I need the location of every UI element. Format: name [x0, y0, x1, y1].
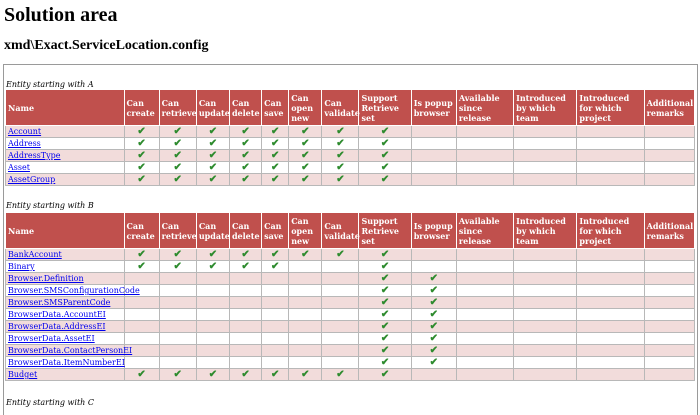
entity-link[interactable]: Browser.SMSConfigurationCode — [8, 286, 140, 295]
empty-cell — [577, 138, 644, 150]
empty-cell — [514, 249, 577, 261]
empty-cell — [577, 285, 644, 297]
check-icon: ✔ — [322, 249, 359, 261]
check-icon: ✔ — [359, 162, 411, 174]
entity-name-cell — [6, 273, 125, 285]
check-icon: ✔ — [196, 138, 229, 150]
column-header: Can create — [124, 90, 159, 126]
empty-cell — [124, 273, 159, 285]
empty-cell — [229, 333, 261, 345]
entity-name-cell — [6, 357, 125, 369]
empty-cell — [456, 162, 513, 174]
column-header: Can open new — [289, 213, 322, 249]
table-row — [6, 261, 695, 273]
entity-name-cell — [6, 150, 125, 162]
check-icon: ✔ — [262, 261, 289, 273]
check-icon: ✔ — [196, 162, 229, 174]
empty-cell — [644, 309, 694, 321]
check-icon: ✔ — [262, 249, 289, 261]
table-row — [6, 285, 695, 297]
empty-cell — [196, 357, 229, 369]
table-header-row — [6, 213, 695, 249]
column-header: Can delete — [229, 213, 261, 249]
check-icon: ✔ — [196, 174, 229, 186]
empty-cell — [577, 174, 644, 186]
empty-cell — [514, 369, 577, 381]
check-icon: ✔ — [289, 249, 322, 261]
column-header: Introduced by which team — [514, 90, 577, 126]
empty-cell — [262, 309, 289, 321]
check-icon: ✔ — [322, 126, 359, 138]
empty-cell — [577, 357, 644, 369]
column-header: Can update — [196, 213, 229, 249]
empty-cell — [289, 273, 322, 285]
check-icon: ✔ — [124, 369, 159, 381]
check-icon: ✔ — [262, 138, 289, 150]
empty-cell — [262, 345, 289, 357]
empty-cell — [456, 261, 513, 273]
check-icon: ✔ — [159, 261, 196, 273]
entity-link[interactable]: AssetGroup — [8, 175, 56, 184]
empty-cell — [456, 357, 513, 369]
column-header: Can save — [262, 213, 289, 249]
entity-name-cell — [6, 369, 125, 381]
entity-link[interactable]: Account — [8, 127, 42, 136]
empty-cell — [322, 333, 359, 345]
empty-cell — [514, 174, 577, 186]
empty-cell — [456, 345, 513, 357]
column-header: Can validate — [322, 90, 359, 126]
empty-cell — [644, 138, 694, 150]
empty-cell — [644, 357, 694, 369]
check-icon: ✔ — [229, 150, 261, 162]
empty-cell — [456, 309, 513, 321]
check-icon: ✔ — [124, 261, 159, 273]
empty-cell — [289, 261, 322, 273]
check-icon: ✔ — [159, 138, 196, 150]
entity-name-cell — [6, 345, 133, 357]
empty-cell — [514, 162, 577, 174]
empty-cell — [577, 273, 644, 285]
empty-cell — [456, 333, 513, 345]
empty-cell — [456, 174, 513, 186]
check-icon: ✔ — [359, 321, 411, 333]
empty-cell — [159, 345, 196, 357]
column-header: Name — [6, 90, 125, 126]
check-icon: ✔ — [359, 126, 411, 138]
empty-cell — [229, 309, 261, 321]
empty-cell — [159, 273, 196, 285]
empty-cell — [644, 261, 694, 273]
empty-cell — [644, 333, 694, 345]
entity-list-frame — [3, 64, 698, 415]
empty-cell — [456, 138, 513, 150]
check-icon: ✔ — [159, 162, 196, 174]
empty-cell — [289, 297, 322, 309]
empty-cell — [411, 138, 456, 150]
table-row — [6, 357, 695, 369]
empty-cell — [411, 369, 456, 381]
check-icon: ✔ — [411, 321, 456, 333]
check-icon: ✔ — [196, 261, 229, 273]
check-icon: ✔ — [196, 249, 229, 261]
check-icon: ✔ — [229, 369, 261, 381]
empty-cell — [577, 249, 644, 261]
entity-name-cell — [6, 249, 125, 261]
table-row — [6, 369, 695, 381]
check-icon: ✔ — [359, 285, 411, 297]
check-icon: ✔ — [196, 369, 229, 381]
empty-cell — [514, 261, 577, 273]
empty-cell — [644, 150, 694, 162]
check-icon: ✔ — [159, 174, 196, 186]
check-icon: ✔ — [289, 126, 322, 138]
column-header: Is popup browser — [411, 213, 456, 249]
empty-cell — [644, 273, 694, 285]
empty-cell — [159, 357, 196, 369]
empty-cell — [514, 150, 577, 162]
entity-link[interactable]: BrowserData.AccountEI — [8, 310, 106, 319]
check-icon: ✔ — [229, 138, 261, 150]
empty-cell — [411, 150, 456, 162]
check-icon: ✔ — [229, 126, 261, 138]
empty-cell — [514, 309, 577, 321]
check-icon: ✔ — [196, 150, 229, 162]
column-header: Additional remarks — [644, 90, 694, 126]
check-icon: ✔ — [262, 126, 289, 138]
entity-table-a — [5, 89, 695, 186]
page-title: Solution area — [4, 4, 118, 26]
check-icon: ✔ — [359, 333, 411, 345]
config-file-heading: xmd\Exact.ServiceLocation.config — [4, 38, 209, 53]
column-header: Can create — [124, 213, 159, 249]
check-icon: ✔ — [359, 150, 411, 162]
table-row — [6, 249, 695, 261]
entity-link[interactable]: BrowserData.AddressEI — [8, 322, 106, 331]
check-icon: ✔ — [359, 138, 411, 150]
empty-cell — [411, 249, 456, 261]
entity-link[interactable]: BrowserData.AssetEI — [8, 334, 95, 343]
empty-cell — [577, 126, 644, 138]
empty-cell — [322, 273, 359, 285]
empty-cell — [322, 321, 359, 333]
empty-cell — [456, 321, 513, 333]
column-header: Introduced for which project — [577, 213, 644, 249]
check-icon: ✔ — [359, 357, 411, 369]
empty-cell — [411, 174, 456, 186]
empty-cell — [577, 309, 644, 321]
empty-cell — [262, 357, 289, 369]
entity-name-cell — [6, 297, 125, 309]
empty-cell — [322, 345, 359, 357]
check-icon: ✔ — [322, 162, 359, 174]
column-header: Can delete — [229, 90, 261, 126]
empty-cell — [229, 273, 261, 285]
empty-cell — [196, 285, 229, 297]
empty-cell — [159, 285, 196, 297]
empty-cell — [644, 126, 694, 138]
empty-cell — [289, 285, 322, 297]
empty-cell — [322, 261, 359, 273]
entity-name-cell — [6, 138, 125, 150]
column-header: Can update — [196, 90, 229, 126]
empty-cell — [514, 333, 577, 345]
entity-link[interactable]: Browser.Definition — [8, 274, 84, 283]
table-row — [6, 309, 695, 321]
entity-name-cell — [6, 174, 125, 186]
empty-cell — [322, 297, 359, 309]
entity-link[interactable]: BrowserData.ContactPersonEI — [8, 346, 133, 355]
check-icon: ✔ — [289, 369, 322, 381]
empty-cell — [322, 357, 359, 369]
check-icon: ✔ — [159, 150, 196, 162]
empty-cell — [514, 285, 577, 297]
section-b-caption: Entity starting with B — [6, 201, 94, 210]
empty-cell — [159, 333, 196, 345]
entity-link[interactable]: Asset — [8, 163, 30, 172]
entity-name-cell — [6, 285, 140, 297]
empty-cell — [124, 309, 159, 321]
check-icon: ✔ — [411, 309, 456, 321]
column-header: Can retrieve — [159, 213, 196, 249]
empty-cell — [644, 285, 694, 297]
check-icon: ✔ — [289, 162, 322, 174]
empty-cell — [262, 285, 289, 297]
empty-cell — [514, 126, 577, 138]
entity-link[interactable]: Binary — [8, 262, 35, 271]
check-icon: ✔ — [359, 345, 411, 357]
table-row — [6, 126, 695, 138]
table-row — [6, 333, 695, 345]
check-icon: ✔ — [411, 333, 456, 345]
empty-cell — [577, 261, 644, 273]
column-header: Is popup browser — [411, 90, 456, 126]
empty-cell — [322, 285, 359, 297]
empty-cell — [644, 345, 694, 357]
empty-cell — [196, 333, 229, 345]
table-row — [6, 138, 695, 150]
empty-cell — [514, 345, 577, 357]
table-row — [6, 150, 695, 162]
empty-cell — [196, 321, 229, 333]
empty-cell — [229, 321, 261, 333]
empty-cell — [159, 309, 196, 321]
column-header: Introduced for which project — [577, 90, 644, 126]
column-header: Additional remarks — [644, 213, 694, 249]
check-icon: ✔ — [159, 126, 196, 138]
empty-cell — [289, 357, 322, 369]
check-icon: ✔ — [322, 174, 359, 186]
check-icon: ✔ — [411, 345, 456, 357]
column-header: Support Retrieve set — [359, 213, 411, 249]
empty-cell — [229, 297, 261, 309]
column-header: Can retrieve — [159, 90, 196, 126]
empty-cell — [644, 162, 694, 174]
table-row — [6, 345, 695, 357]
table-row — [6, 297, 695, 309]
empty-cell — [262, 273, 289, 285]
entity-link[interactable]: Address — [8, 139, 41, 148]
check-icon: ✔ — [124, 162, 159, 174]
table-row — [6, 273, 695, 285]
check-icon: ✔ — [359, 249, 411, 261]
empty-cell — [456, 369, 513, 381]
check-icon: ✔ — [411, 285, 456, 297]
check-icon: ✔ — [124, 138, 159, 150]
empty-cell — [322, 309, 359, 321]
entity-link[interactable]: BankAccount — [8, 250, 62, 259]
empty-cell — [124, 297, 159, 309]
empty-cell — [577, 321, 644, 333]
check-icon: ✔ — [289, 138, 322, 150]
column-header: Can save — [262, 90, 289, 126]
check-icon: ✔ — [124, 174, 159, 186]
check-icon: ✔ — [359, 261, 411, 273]
empty-cell — [514, 297, 577, 309]
empty-cell — [577, 369, 644, 381]
empty-cell — [289, 321, 322, 333]
empty-cell — [411, 162, 456, 174]
check-icon: ✔ — [322, 150, 359, 162]
check-icon: ✔ — [359, 297, 411, 309]
empty-cell — [262, 333, 289, 345]
empty-cell — [644, 321, 694, 333]
empty-cell — [644, 369, 694, 381]
section-a-caption: Entity starting with A — [6, 80, 94, 89]
check-icon: ✔ — [411, 297, 456, 309]
check-icon: ✔ — [159, 369, 196, 381]
check-icon: ✔ — [359, 309, 411, 321]
entity-link[interactable]: AddressType — [8, 151, 61, 160]
check-icon: ✔ — [359, 369, 411, 381]
check-icon: ✔ — [411, 357, 456, 369]
empty-cell — [159, 297, 196, 309]
column-header: Available since release — [456, 213, 513, 249]
table-row — [6, 321, 695, 333]
empty-cell — [411, 126, 456, 138]
empty-cell — [456, 150, 513, 162]
check-icon: ✔ — [262, 369, 289, 381]
entity-name-cell — [6, 321, 125, 333]
empty-cell — [262, 297, 289, 309]
column-header: Can validate — [322, 213, 359, 249]
check-icon: ✔ — [411, 273, 456, 285]
empty-cell — [456, 249, 513, 261]
table-header-row — [6, 90, 695, 126]
column-header: Can open new — [289, 90, 322, 126]
empty-cell — [577, 162, 644, 174]
empty-cell — [577, 150, 644, 162]
entity-table-b — [5, 212, 695, 381]
empty-cell — [456, 297, 513, 309]
check-icon: ✔ — [322, 138, 359, 150]
entity-name-cell — [6, 162, 125, 174]
entity-name-cell — [6, 333, 125, 345]
empty-cell — [229, 345, 261, 357]
empty-cell — [577, 297, 644, 309]
entity-name-cell — [6, 309, 125, 321]
check-icon: ✔ — [262, 174, 289, 186]
empty-cell — [124, 357, 159, 369]
check-icon: ✔ — [229, 174, 261, 186]
empty-cell — [159, 321, 196, 333]
empty-cell — [514, 273, 577, 285]
empty-cell — [644, 174, 694, 186]
empty-cell — [289, 345, 322, 357]
empty-cell — [196, 297, 229, 309]
check-icon: ✔ — [124, 150, 159, 162]
check-icon: ✔ — [262, 162, 289, 174]
entity-link[interactable]: Budget — [8, 370, 38, 379]
empty-cell — [289, 309, 322, 321]
check-icon: ✔ — [159, 249, 196, 261]
entity-link[interactable]: Browser.SMSParentCode — [8, 298, 111, 307]
empty-cell — [577, 333, 644, 345]
check-icon: ✔ — [289, 174, 322, 186]
empty-cell — [514, 321, 577, 333]
check-icon: ✔ — [359, 273, 411, 285]
empty-cell — [456, 285, 513, 297]
empty-cell — [644, 249, 694, 261]
column-header: Introduced by which team — [514, 213, 577, 249]
table-row — [6, 162, 695, 174]
table-row — [6, 174, 695, 186]
column-header: Name — [6, 213, 125, 249]
check-icon: ✔ — [229, 261, 261, 273]
entity-name-cell — [6, 261, 125, 273]
empty-cell — [456, 273, 513, 285]
empty-cell — [124, 333, 159, 345]
column-header: Available since release — [456, 90, 513, 126]
empty-cell — [196, 309, 229, 321]
check-icon: ✔ — [229, 162, 261, 174]
check-icon: ✔ — [229, 249, 261, 261]
check-icon: ✔ — [322, 369, 359, 381]
check-icon: ✔ — [262, 150, 289, 162]
check-icon: ✔ — [196, 126, 229, 138]
check-icon: ✔ — [289, 150, 322, 162]
empty-cell — [229, 285, 261, 297]
empty-cell — [514, 138, 577, 150]
empty-cell — [456, 126, 513, 138]
entity-name-cell — [6, 126, 125, 138]
empty-cell — [196, 345, 229, 357]
check-icon: ✔ — [124, 126, 159, 138]
check-icon: ✔ — [124, 249, 159, 261]
column-header: Support Retrieve set — [359, 90, 411, 126]
empty-cell — [514, 357, 577, 369]
section-c-caption: Entity starting with C — [6, 398, 94, 407]
entity-link[interactable]: BrowserData.ItemNumberEI — [8, 358, 125, 367]
empty-cell — [229, 357, 261, 369]
empty-cell — [411, 261, 456, 273]
empty-cell — [577, 345, 644, 357]
check-icon: ✔ — [359, 174, 411, 186]
empty-cell — [262, 321, 289, 333]
empty-cell — [644, 297, 694, 309]
empty-cell — [196, 273, 229, 285]
empty-cell — [289, 333, 322, 345]
empty-cell — [124, 321, 159, 333]
